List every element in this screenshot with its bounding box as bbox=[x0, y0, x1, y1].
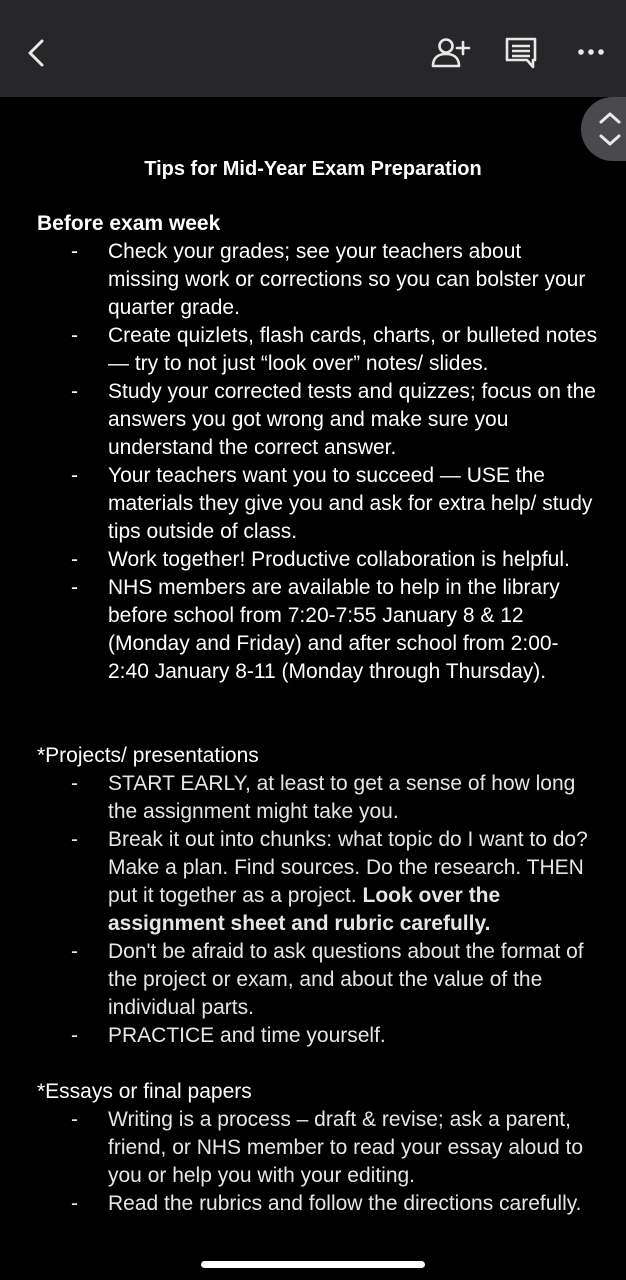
bullet-dash: - bbox=[71, 576, 78, 599]
section-heading-before-exam-week: Before exam week bbox=[37, 212, 221, 235]
home-indicator[interactable] bbox=[201, 1261, 425, 1268]
add-person-icon[interactable] bbox=[430, 36, 472, 70]
bullet-dash: - bbox=[71, 240, 78, 263]
list-item: - START EARLY, at least to get a sense of how long the assignment might take you. bbox=[71, 772, 576, 823]
bold-emphasis: Look over the assignment sheet and rubric carefully. bbox=[108, 884, 501, 935]
bullet-dash: - bbox=[71, 828, 78, 851]
bullet-dash: - bbox=[71, 380, 78, 403]
before-exam-week-list bbox=[0, 238, 626, 686]
bullet-dash: - bbox=[71, 464, 78, 487]
list-item: - Study your corrected tests and quizzes; focus on the answers you got wrong and make sure you understand the correct answer. bbox=[71, 380, 596, 459]
list-item: - NHS members are available to help in the library before school from 7:20-7:55 January 8 & 12 (Monday and Friday) and after school from 2:00-2:40 January 8-11 (Monday through Thursday). bbox=[71, 576, 560, 683]
comment-icon[interactable] bbox=[503, 36, 539, 70]
section-heading-essays: *Essays or final papers bbox=[37, 1080, 252, 1103]
list-item: - Read the rubrics and follow the directions carefully. bbox=[0, 1190, 626, 1218]
bullet-dash: - bbox=[71, 548, 78, 571]
document-title: Tips for Mid-Year Exam Preparation bbox=[144, 158, 482, 180]
list-item: - PRACTICE and time yourself. bbox=[0, 1022, 626, 1050]
back-chevron-icon[interactable] bbox=[18, 33, 54, 73]
bullet-dash: - bbox=[71, 772, 78, 795]
essays-list bbox=[0, 1106, 626, 1218]
list-item: - Create quizlets, flash cards, charts, or bulleted notes — try to not just “look over” notes/ slides. bbox=[71, 324, 598, 375]
bullet-dash: - bbox=[71, 940, 78, 963]
bullet-dash: - bbox=[71, 324, 78, 347]
bullet-dash: - bbox=[71, 1192, 78, 1215]
list-item: - Break it out into chunks: what topic do I want to do? Make a plan. Find sources. Do the research. THEN put it together as a project. Look over the assignment sheet and rubric carefully. bbox=[71, 828, 588, 935]
projects-list bbox=[0, 770, 626, 1050]
list-item: - Don't be afraid to ask questions about the format of the project or exam, and about the value of the individual parts. bbox=[71, 940, 584, 1019]
bullet-dash: - bbox=[71, 1108, 78, 1131]
bullet-dash: - bbox=[71, 1024, 78, 1047]
list-item: - Work together! Productive collaboration is helpful. bbox=[0, 546, 626, 574]
list-item: - Writing is a process – draft & revise; ask a parent, friend, or NHS member to read your essay aloud to you or help you with your editing. bbox=[71, 1108, 584, 1187]
list-item: - Your teachers want you to succeed — USE the materials they give you and ask for extra help/ study tips outside of class. bbox=[71, 464, 593, 543]
top-toolbar bbox=[0, 0, 626, 97]
list-item: - Check your grades; see your teachers about missing work or corrections so you can bolster your quarter grade. bbox=[71, 240, 586, 319]
section-heading-projects: *Projects/ presentations bbox=[37, 744, 259, 767]
scroll-handle[interactable] bbox=[581, 97, 626, 161]
scroll-up-down-icon bbox=[597, 109, 623, 149]
more-horizontal-icon[interactable] bbox=[573, 44, 609, 60]
